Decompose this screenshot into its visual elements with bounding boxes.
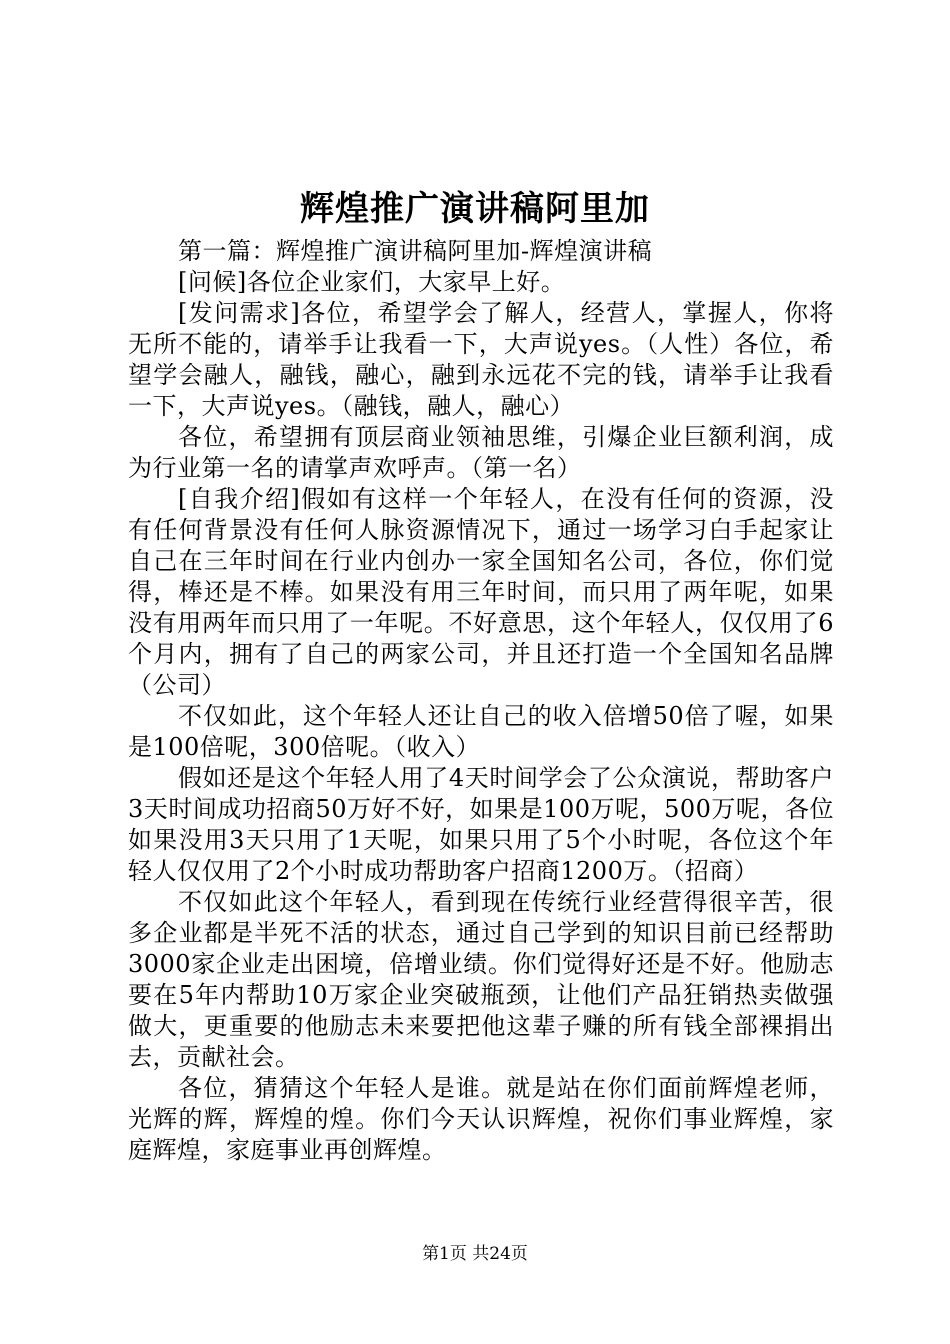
page-number-footer: 第1页 共24页 (422, 1244, 528, 1264)
paragraph-1: 第一篇：辉煌推广演讲稿阿里加-辉煌演讲稿 (178, 237, 653, 265)
paragraph-2: [问候]各位企业家们，大家早上好。 (178, 268, 566, 296)
paragraph-8: 不仅如此这个年轻人，看到现在传统行业经营得很辛苦，很多企业都是半死不活的状态，通过自己学到的知识目前已经帮助3000家企业走出困境，倍增业绩。你们觉得好还是不好。他励志要在5年内帮助10万家企业突破瓶颈，让他们产品狂销热卖做强做大，更重要的他励志未来要把他这辈子赚的所有钱全部裸捐出去，贡献社会。 (128, 888, 834, 1071)
paragraph-9: 各位，猜猜这个年轻人是谁。就是站在你们面前辉煌老师，光辉的辉，辉煌的煌。你们今天认识辉煌，祝你们事业辉煌，家庭辉煌，家庭事业再创辉煌。 (128, 1074, 834, 1164)
paragraph-3: [发问需求]各位，希望学会了解人，经营人，掌握人，你将无所不能的，请举手让我看一下，大声说yes。（人性）各位，希望学会融人，融钱，融心，融到永远花不完的钱，请举手让我看一下，大声说yes。（融钱，融人，融心） (128, 299, 834, 420)
paragraph-5: [自我介绍]假如有这样一个年轻人，在没有任何的资源，没有任何背景没有任何人脉资源情况下，通过一场学习白手起家让自己在三年时间在行业内创办一家全国知名公司，各位，你们觉得，棒还是不棒。如果没有用三年时间，而只用了两年呢，如果没有用两年而只用了一年呢。不好意思，这个年轻人，仅仅用了6个月内，拥有了自己的两家公司，并且还打造一个全国知名品牌（公司） (128, 485, 834, 699)
paragraph-6: 不仅如此，这个年轻人还让自己的收入倍增50倍了喔，如果是100倍呢，300倍呢。（收入） (128, 702, 834, 761)
document-title: 辉煌推广演讲稿阿里加 (300, 189, 650, 229)
document-body (128, 236, 834, 1166)
paragraph-7: 假如还是这个年轻人用了4天时间学会了公众演说，帮助客户3天时间成功招商50万好不好，如果是100万呢，500万呢，各位如果没用3天只用了1天呢，如果只用了5个小时呢，各位这个年轻人仅仅用了2个小时成功帮助客户招商1200万。（招商） (128, 764, 834, 885)
paragraph-4: 各位，希望拥有顶层商业领袖思维，引爆企业巨额利润，成为行业第一名的请掌声欢呼声。（第一名） (128, 423, 834, 482)
